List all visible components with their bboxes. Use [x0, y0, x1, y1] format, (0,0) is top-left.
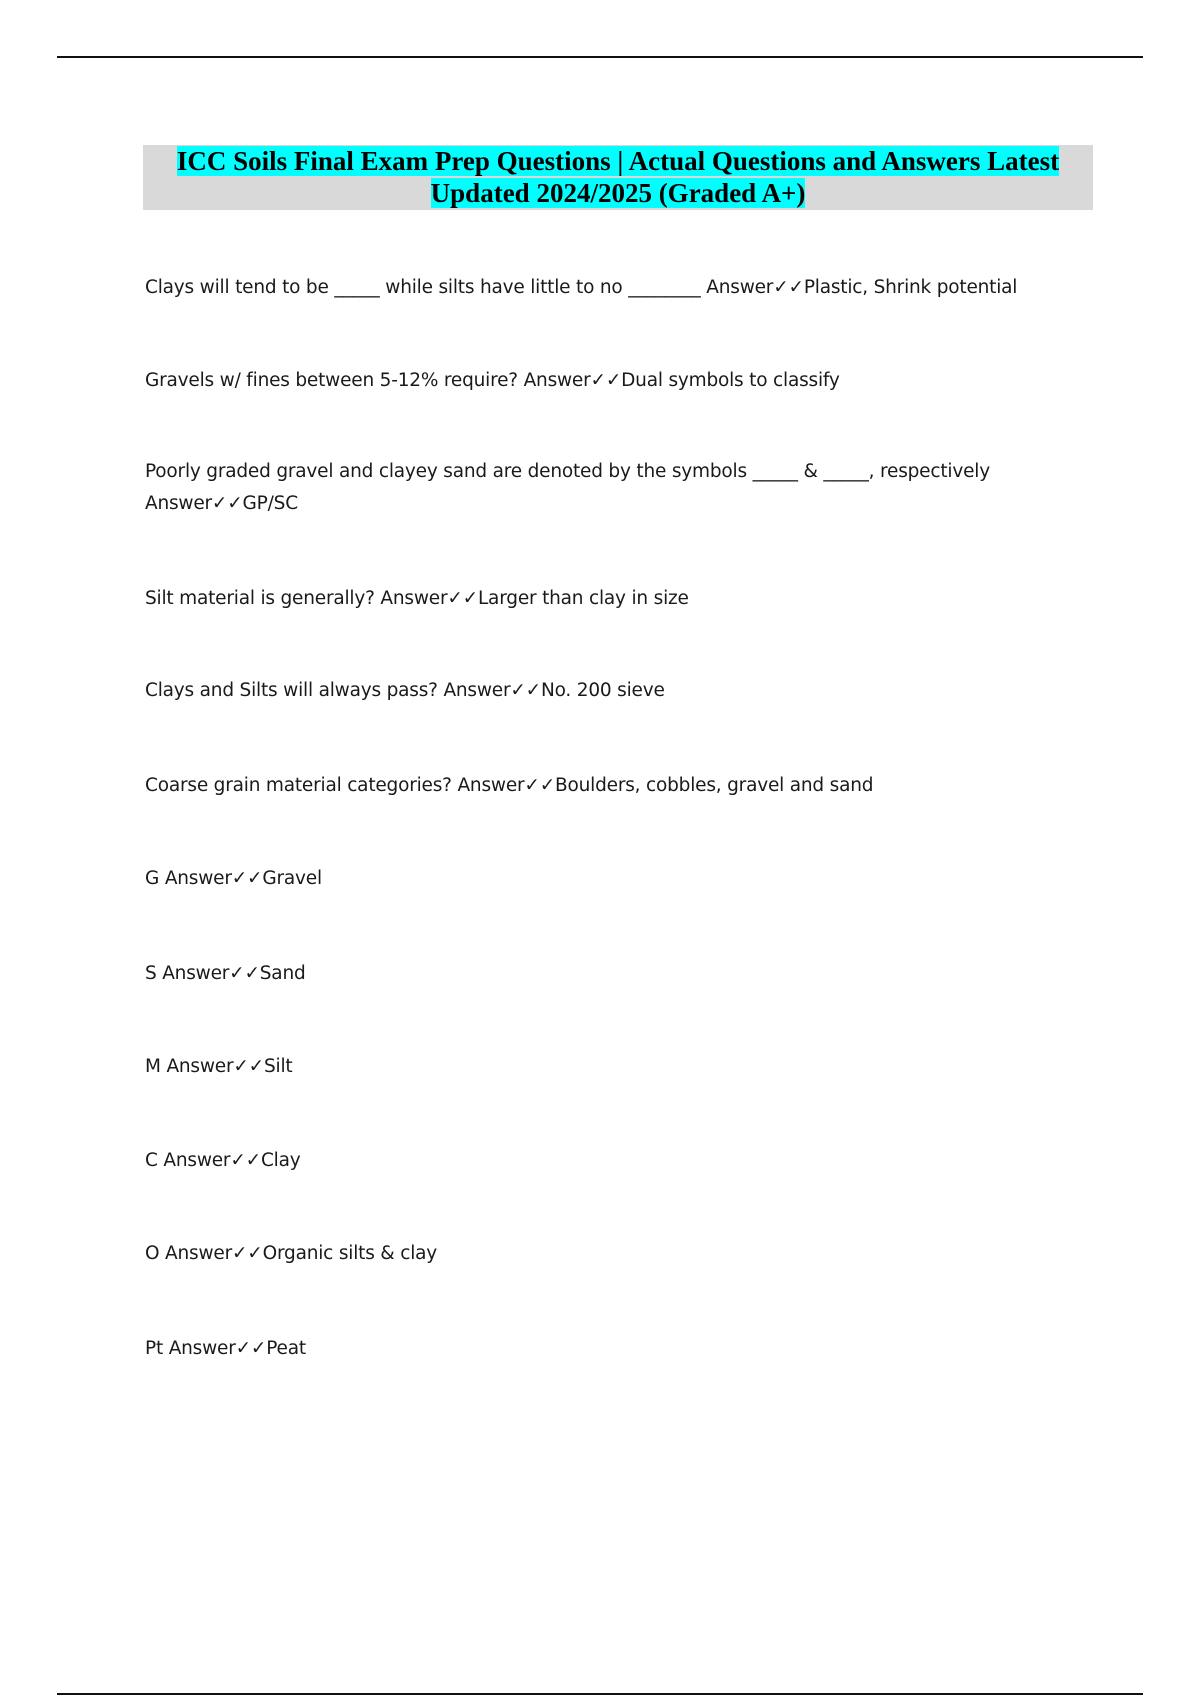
- qa-item-1: Clays will tend to be _____ while silts have little to no ________ Answer✓✓Plastic, Shrink potential: [145, 277, 1018, 298]
- qa-item-3: Poorly graded gravel and clayey sand are denoted by the symbols _____ & _____, respectively Answer✓✓GP/SC: [145, 461, 990, 514]
- qa-item-4: Silt material is generally? Answer✓✓Larger than clay in size: [145, 588, 689, 609]
- qa-item-7: G Answer✓✓Gravel: [145, 868, 322, 889]
- header-rule: [57, 56, 1143, 58]
- footer-rule: [57, 1693, 1143, 1695]
- qa-item-2: Gravels w/ fines between 5-12% require? Answer✓✓Dual symbols to classify: [145, 370, 840, 391]
- qa-item-6: Coarse grain material categories? Answer✓✓Boulders, cobbles, gravel and sand: [145, 775, 874, 796]
- qa-item-8: S Answer✓✓Sand: [145, 963, 306, 984]
- qa-item-10: C Answer✓✓Clay: [145, 1150, 301, 1171]
- qa-item-11: O Answer✓✓Organic silts & clay: [145, 1243, 438, 1264]
- qa-item-12: Pt Answer✓✓Peat: [145, 1338, 306, 1359]
- qa-item-9: M Answer✓✓Silt: [145, 1056, 293, 1077]
- document-title-box: [143, 145, 1093, 210]
- document-title: ICC Soils Final Exam Prep Questions | Actual Questions and Answers Latest Updated 2024/2025 (Graded A+): [176, 146, 1060, 208]
- qa-item-5: Clays and Silts will always pass? Answer✓✓No. 200 sieve: [145, 680, 665, 701]
